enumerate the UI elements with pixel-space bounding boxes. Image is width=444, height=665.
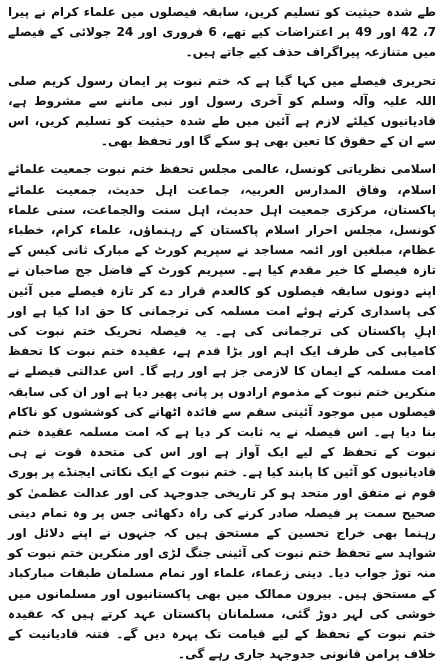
paragraph-2: تحریری فیصلے میں کہا گیا ہے کہ ختم نبوت پر ایمان رسول کریم صلی اللہ علیہ وآلہ وسلم کو آخری رسول اور نبی ماننے سے مشروط ہے، قادیانیوں کیلئے لازم ہے آئین میں طے شدہ حیثیت کو تسلیم کریں، اس سے ان کے حقوق کا تعین بھی ہو سکے گا اور تحفظ بھی۔ [8, 73, 436, 149]
paragraph-1: طے شدہ حیثیت کو تسلیم کریں، سابقہ فیصلوں میں علماء کرام نے پیرا 7، 42 اور 49 پر اعتراضات کیے تھے، 6 فروری اور 24 جولائی کے فیصلے میں متنازعہ پیراگراف حذف کیے جاتے ہیں۔ [8, 5, 437, 60]
paragraph-3: اسلامی نظریاتی کونسل، عالمی مجلس تحفظ ختم نبوت جمعیت علمائے اسلام، وفاق المدارس العربیہ، جماعت اہل حدیث، جمعیت علمائے پاکستان، مرکزی جمعیت اہل حدیث، اہل سنت والجماعت، سنی علماء کونسل، مجلس احرار اسلام پاکستان کے رہنماؤں، علماء کرام، خطباء عظام، مبلغین اور ائمہ مساجد نے سپریم کورٹ کے مبارک ثانی کیس کے تازہ فیصلے کا خیر مقدم کیا ہے۔ سپریم کورٹ کے فاضل جج صاحبان نے اپنے دونوں سابقہ فیصلوں کو کالعدم قرار دے کر تازہ فیصلے میں آئین کی پاسداری کرتے ہوئے امت مسلمہ کی ترجمانی کا حق ادا کیا ہے اور اہلِ پاکستان کی ترجمانی کی ہے۔ یہ فیصلہ تحریک ختم نبوت کی کامیابی کی طرف ایک اہم اور بڑا قدم ہے، عقیدہ ختم نبوت کا تحفظ امت مسلمہ کے ایمان کا لازمی جز ہے اور رہے گا۔ اس عدالتی فیصلے نے منکرین ختم نبوت کے مذموم ارادوں پر پانی پھیر دیا ہے اور ان کی سابقہ فیصلوں میں موجود آئینی سقم سے فائدہ اٹھانے کی کوششوں کو ناکام بنا دیا ہے۔ اس فیصلہ نے یہ ثابت کر دیا ہے کہ امت مسلمہ عقیدہ ختم نبوت کے تحفظ کے لیے ایک آواز ہے اور اس کی متحدہ قوت نے ہی قادیانیوں کو آئین کا پابند کیا ہے۔ ختم نبوت کے ایک نکاتی ایجنڈے پر پوری قوم نے متفق اور متحد ہو کر تاریخی جدوجہد کی اور عدالت عظمیٰ کو صحیح سمت پر فیصلہ صادر کرنے کی راہ دکھائی جس پر وہ تمام دینی رہنما بھی خراج تحسین کے مستحق ہیں کہ جنہوں نے اپنے دلائل اور شواہد سے تحفظ ختم نبوت کی آئینی جنگ لڑی اور منکرین ختم نبوت کو منہ توڑ جواب دیا۔ دینی زعماء، علماء اور تمام مسلمان طبقات مبارکباد کے مستحق ہیں۔ بیرون ممالک میں بھی پاکستانیوں اور مسلمانوں میں خوشی کی لہر دوڑ گئی، مسلمانان پاکستان عہد کرتے ہیں کہ عقیدہ ختم نبوت کے تحفظ کے لیے قیامت تک پہرہ دیں گے۔ فتنہ قادیانیت کے خلاف پرامن قانونی جدوجہد جاری رہے گی۔ [8, 162, 436, 662]
